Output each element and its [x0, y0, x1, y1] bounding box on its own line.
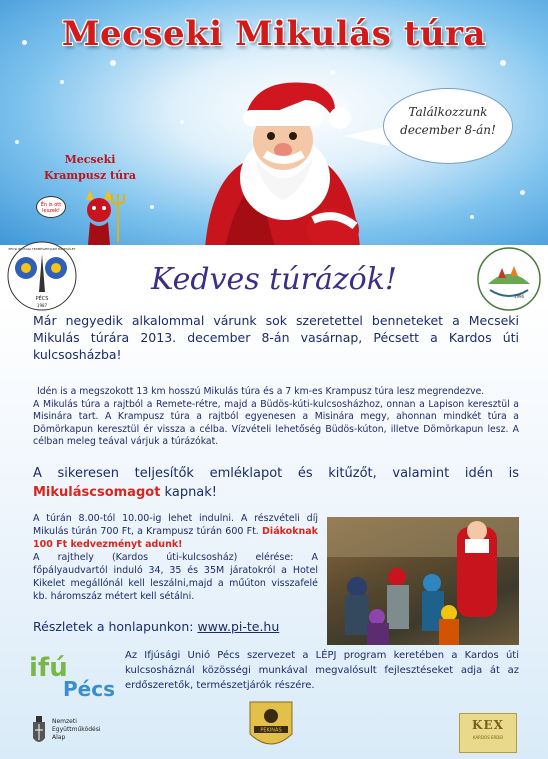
nea-logo [30, 714, 120, 754]
pite-logo-ring-text: PÉCSI IFJÚSÁGI TERMÉSZETJÁRÓ EGYESÜLET [8, 247, 76, 251]
krampusz-line-2: Krampusz túra [43, 169, 137, 182]
event-photo [327, 517, 519, 645]
krampusz-illustration [68, 190, 130, 245]
details-label: Részletek a honlapunkon: [33, 619, 194, 634]
pecs-logo-text: Pécs [63, 677, 115, 701]
speech-bubble [383, 88, 513, 164]
pekinas-logo [246, 700, 296, 754]
krampusz-line-1: Mecseki [64, 153, 116, 166]
kex-logo-sub: KARDOS ERDEI [472, 735, 504, 740]
speech-badge: Én is ott leszek! [36, 196, 66, 218]
ifju-logo-year: 1996 [513, 294, 525, 299]
directions-text: A rajthely (Kardos úti-kulcsosház) elérése: A főpályaudvartól induló 34, 35 és 35M járatokról a Hotel Kikelet megállónál kell leszálni,majd a műúton visszafelé kb. háromszáz métert kell sétálni. [33, 552, 318, 602]
pite-logo-city: PÉCS [35, 296, 49, 302]
award-text-pre: A sikeresen teljesítők emléklapot és kitűzőt, valamint idén is [33, 466, 519, 481]
route-paragraph [33, 386, 519, 449]
award-highlight: Mikuláscsomagot [33, 485, 161, 500]
pekinas-logo-text: PEKINÁS [260, 727, 282, 734]
nea-line-1: Nemzeti [52, 718, 77, 725]
award-text-post: kapnak! [164, 485, 218, 500]
pite-logo-year: 1987 [36, 303, 48, 308]
ifu-logo-text: ifú [29, 653, 68, 683]
header-banner [0, 0, 548, 245]
bubble-line-2: december 8-án! [400, 123, 496, 137]
bottom-paragraph: Az Ifjúsági Unió Pécs szervezet a LÉPJ program keretében a Kardos úti kulcsosháznál közösségi munkával megvalósult fejlesztéseket adja át az erdőszeretők, természetjárók részére. [125, 650, 519, 691]
start-info-paragraph [33, 512, 318, 603]
hungarian-crest-icon [30, 714, 48, 748]
website-link[interactable]: www.pi-te.hu [197, 619, 280, 634]
poster-title: Mecseki Mikulás túra [61, 14, 487, 54]
start-info-text: A túrán 8.00-tól 10.00-ig lehet indulni. A részvételi díj Mikulás túrán 700 Ft, a Krampusz túrán 600 Ft. [33, 513, 318, 537]
kex-logo [459, 713, 517, 753]
details-line [33, 619, 279, 634]
greeting-heading: Kedves túrázók! [151, 262, 397, 297]
student-discount: Diákoknak 100 Ft kedvezményt adunk! [33, 526, 318, 550]
route-line-2: A Mikulás túra a rajtból a Remete-rétre, majd a Büdös-kúti-kulcsosházhoz, onnan a Lapison keresztül a Misinára tart. A Krampusz túra a rajtból egyenesen a Misinára megy, ahonnan mindkét túra a Dömörkapun keresztül ér vissza a célba. Vízvételi lehetőség Büdös-kúton, illetve Dömörkapun lesz. A célban meleg teával várjuk a túrázókat. [33, 398, 519, 447]
kex-logo-title: KEX [472, 718, 504, 732]
nea-line-2: Együttműködési [52, 726, 101, 733]
award-paragraph [33, 464, 519, 502]
bubble-tail [343, 126, 389, 146]
nea-logo-text [52, 718, 101, 742]
event-photo-image [327, 517, 519, 645]
bubble-line-1: Találkozzunk [408, 105, 488, 119]
santa-illustration [185, 70, 370, 245]
intro-paragraph: Már negyedik alkalommal várunk sok szeretettel benneteket a Mecseki Mikulás túrára 2013. december 8-án vasárnap, Pécsett a Kardos úti kulcsosházba! [33, 313, 519, 362]
ifu-pecs-logo [27, 648, 115, 708]
nea-line-3: Alap [52, 734, 66, 741]
route-line-1: Idén is a megszokott 13 km hosszú Mikulás túra és a 7 km-es Krampusz túra lesz megrendezve. [37, 386, 485, 397]
krampusz-heading [40, 152, 140, 184]
